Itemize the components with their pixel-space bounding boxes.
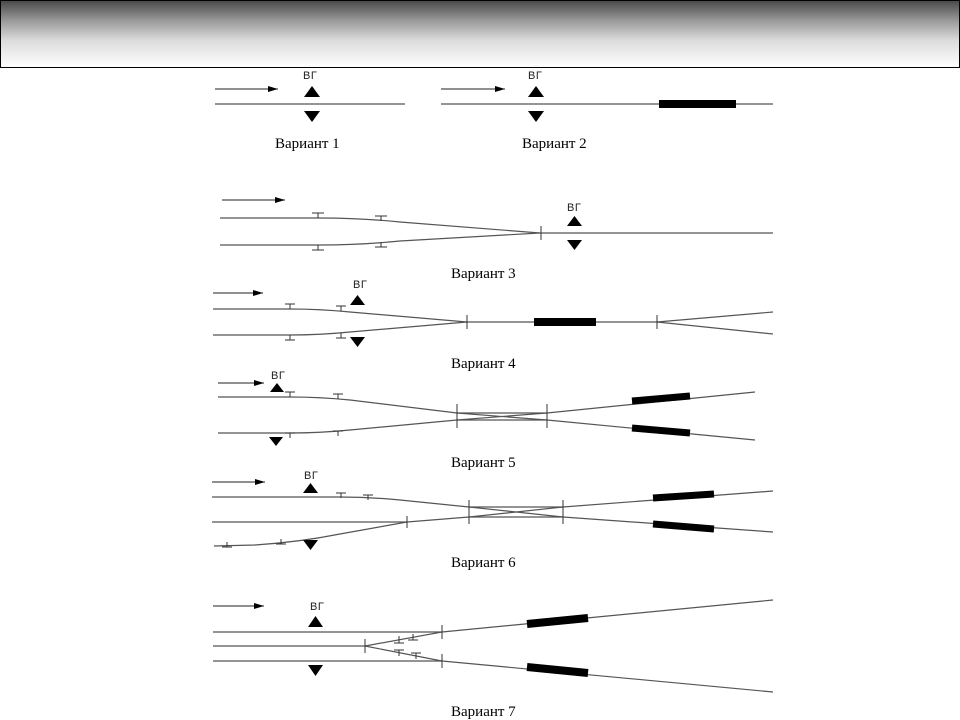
variant-4 [213, 279, 773, 372]
rail-block [632, 428, 690, 433]
signal-down-icon [269, 437, 283, 446]
track-line-right-upper [657, 312, 773, 322]
signal-label: ВГ [304, 470, 319, 482]
variant-2 [441, 70, 773, 152]
rail-block [653, 494, 714, 498]
signal-label: ВГ [353, 279, 368, 291]
rail-block [653, 524, 714, 529]
variant-caption: Вариант 5 [451, 455, 516, 471]
variant-1 [215, 70, 405, 152]
track-line-lower [213, 661, 773, 692]
variant-3 [220, 200, 773, 282]
track-line-right-lower [657, 322, 773, 334]
track-line-lower [213, 322, 467, 335]
signal-label: ВГ [310, 601, 325, 613]
signal-down-icon [350, 337, 365, 347]
variant-caption: Вариант 6 [451, 555, 516, 571]
signal-label: ВГ [528, 70, 543, 82]
signal-label: ВГ [567, 202, 582, 214]
signal-down-icon [308, 665, 323, 676]
signal-label: ВГ [271, 370, 286, 382]
rail-block [632, 396, 690, 401]
rail-block [527, 618, 588, 624]
rail-block [527, 667, 588, 673]
signal-up-icon [304, 86, 320, 97]
variant-5 [218, 370, 755, 471]
track-line-lower [220, 233, 540, 245]
track-line-upper [213, 309, 467, 322]
branch-line [365, 632, 442, 646]
variant-caption: Вариант 4 [451, 356, 516, 372]
variant-caption: Вариант 1 [275, 136, 340, 152]
variant-caption: Вариант 3 [451, 266, 516, 282]
signal-up-icon [528, 86, 544, 97]
branch-line [365, 646, 442, 661]
track-line-upper [220, 218, 540, 233]
variant-caption: Вариант 2 [522, 136, 587, 152]
signal-down-icon [303, 540, 318, 550]
signal-down-icon [304, 111, 320, 122]
signal-down-icon [567, 240, 582, 250]
signal-down-icon [528, 111, 544, 122]
signal-up-icon [567, 216, 582, 226]
signal-up-icon [303, 483, 318, 493]
signal-label: ВГ [303, 70, 318, 82]
signal-up-icon [350, 295, 365, 305]
signal-up-icon [308, 616, 323, 627]
track-line-upper [213, 600, 773, 632]
variant-caption: Вариант 7 [451, 704, 516, 720]
variant-6 [212, 470, 773, 571]
variant-7 [213, 600, 773, 720]
signal-up-icon [270, 383, 284, 392]
